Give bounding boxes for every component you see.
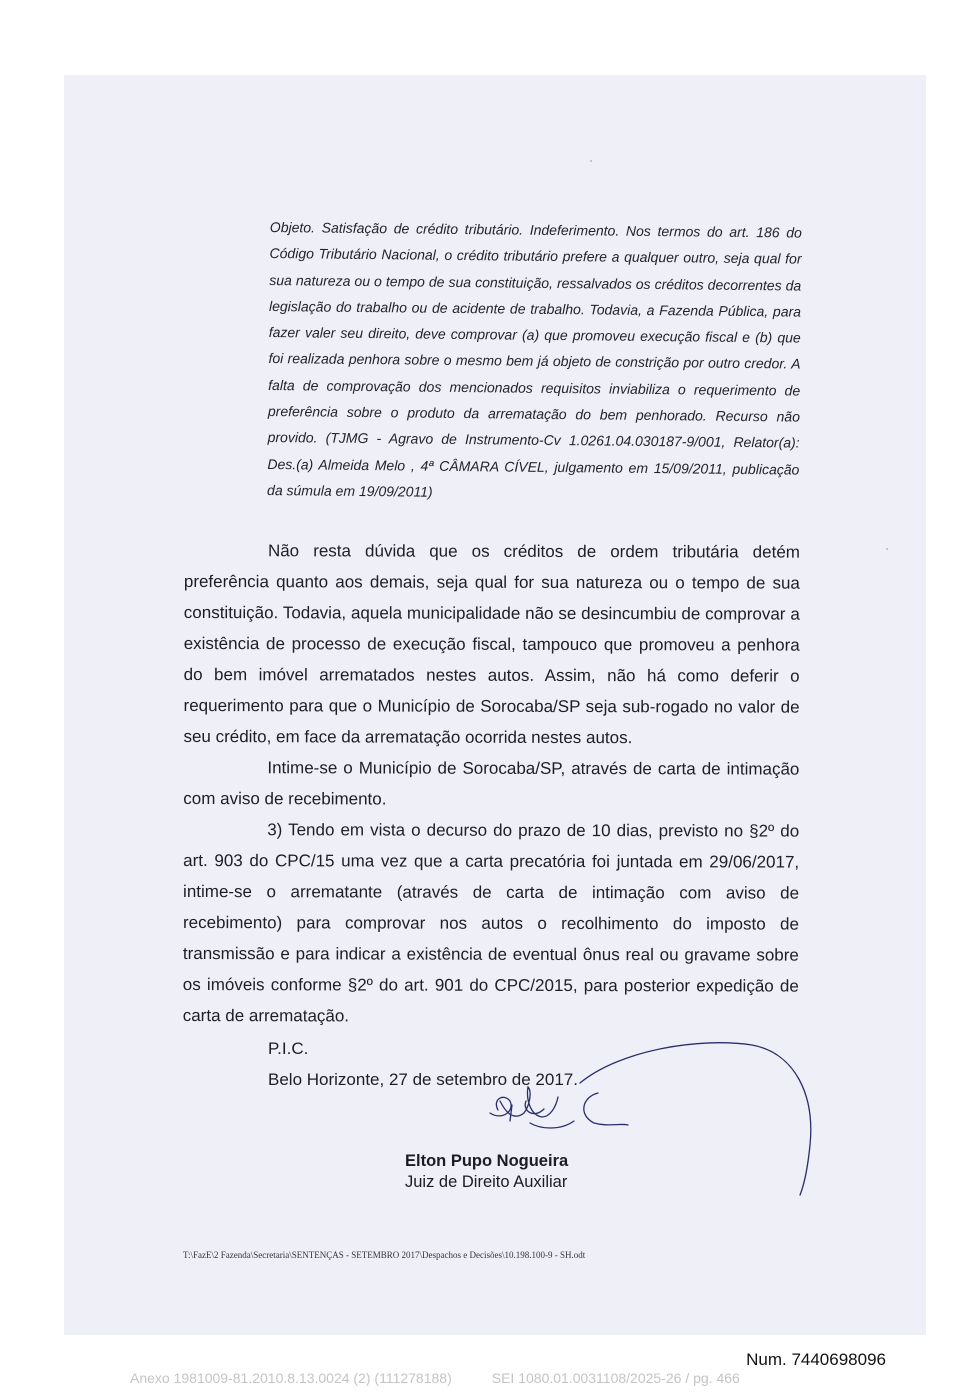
- signer-role: Juiz de Direito Auxiliar: [405, 1173, 568, 1191]
- scan-speck: [590, 160, 592, 162]
- annex-watermark: [130, 1370, 740, 1386]
- pic-abbreviation: P.I.C.: [268, 1039, 309, 1058]
- sei-reference: SEI 1080.01.0031108/2025-26 / pg. 466: [491, 1370, 740, 1386]
- paragraph-1: Não resta dúvida que os créditos de ordem tributária detém preferência quanto aos demais, seja qual for sua natureza ou o tempo de sua constituição. Todavia, aquela municipalidade não se desincumbiu de comprovar a existência de processo de execução fiscal, tampouco que promoveu a penhora do bem imóvel arrematados nestes autos. Assim, não há como deferir o requerimento para que o Município de Sorocaba/SP seja sub-rogado no valor de seu crédito, em face da arrematação ocorrida nestes autos.: [183, 541, 800, 748]
- jurisprudence-quote: [267, 214, 802, 509]
- place-date: Belo Horizonte, 27 de setembro de 2017.: [268, 1070, 578, 1089]
- decision-body: [183, 535, 800, 1033]
- paragraph-3: 3) Tendo em vista o decurso do prazo de 10 dias, previsto no §2º do art. 903 do CPC/15 uma vez que a carta precatória foi juntada em 29/06/2017, intime-se o arrematante (através de carta de intimação com aviso de recebimento) para comprovar nos autos o recolhimento do imposto de transmissão e para indicar a existência de eventual ônus real ou gravame sobre os imóveis conforme §2º do art. 901 do CPC/2015, para posterior expedição de carta de arrematação.: [182, 820, 800, 1026]
- file-path: T:\FazE\2 Fazenda\Secretaria\SENTENÇAS - SETEMBRO 2017\Despachos e Decisões\10.198.100-9 - SH.odt: [183, 1250, 586, 1260]
- quote-text: Objeto. Satisfação de crédito tributário. Indeferimento. Nos termos do art. 186 do Código Tributário Nacional, o crédito tributário prefere a qualquer outro, seja qual for sua natureza ou o tempo de sua constituição, ressalvados os créditos decorrentes da legislação do trabalho ou de acidente de trabalho. Todavia, a Fazenda Pública, para fazer valer seu direito, deve comprovar (a) que promoveu execução fiscal e (b) que foi realizada penhora sobre o mesmo bem já objeto de constrição por outro credor. A falta de comprovação dos mencionados requisitos inviabiliza o requerimento de preferência sobre o produto da arrematação do bem penhorado. Recurso não provido. (TJMG - Agravo de Instrumento-Cv 1.0261.04.030187-9/001, Relator(a): Des.(a) Almeida Melo , 4ª CÂMARA CÍVEL, julgamento em 15/09/2011, publicação da súmula em 19/09/2011): [267, 218, 802, 500]
- scan-speck: [886, 548, 888, 550]
- annex-reference: Anexo 1981009-81.2010.8.13.0024 (2) (111278188): [130, 1370, 452, 1386]
- signer-name: Elton Pupo Nogueira: [405, 1152, 569, 1170]
- document-number: Num. 7440698096: [746, 1350, 886, 1369]
- paragraph-2: Intime-se o Município de Sorocaba/SP, através de carta de intimação com aviso de recebimento.: [183, 758, 800, 809]
